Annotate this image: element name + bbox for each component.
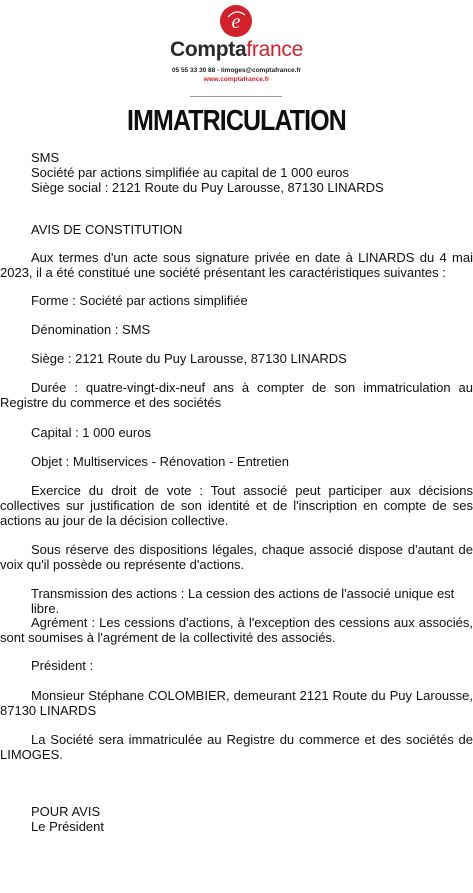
vote-paragraph: Exercice du droit de vote : Tout associé peut participer aux décisions collectives sur justification de son identité et de l'inscription en compte de ses actions au jour de la décision collective. [0,483,473,528]
company-name: SMS [31,150,60,165]
siege-line: Siège : 2121 Route du Puy Larousse, 87130 LINARDS [31,351,347,366]
registration-paragraph: La Société sera immatriculée au Registre du commerce et des sociétés de LIMOGES. [0,732,473,762]
transmission-line: Transmission des actions : La cession des actions de l'associé unique est libre. [31,586,455,616]
brand-part-compta: Compta [170,38,247,61]
duree-paragraph: Durée : quatre-vingt-dix-neuf ans à compter de son immatriculation au Registre du commerce et des sociétés [0,380,473,410]
intro-paragraph: Aux termes d'un acte sous signature privée en date à LINARDS du 4 mai 2023, il a été constitué une société présentant les caractéristiques suivantes : [0,250,473,280]
president-label: Président : [31,658,94,673]
agrement-paragraph: Agrément : Les cessions d'actions, à l'exception des cessions aux associés, sont soumises à l'agrément de la collectivité des associés. [0,615,473,645]
company-form-capital: Société par actions simplifiée au capital de 1 000 euros [31,165,349,180]
closing-pour-avis: POUR AVIS [31,804,101,819]
president-paragraph: Monsieur Stéphane COLOMBIER, demeurant 2121 Route du Puy Larousse, 87130 LINARDS [0,688,473,718]
comptafrance-logo-icon [219,4,253,38]
contact-line: 05 55 33 30 88 - limoges@comptafrance.fr [171,67,302,74]
closing-signatory: Le Président [31,819,104,834]
brand-part-france: france [246,38,303,61]
company-seat: Siège social : 2121 Route du Puy Larousse, 87130 LINARDS [31,180,384,195]
brand-name [0,38,473,62]
denomination-line: Dénomination : SMS [31,322,151,337]
objet-line: Objet : Multiservices - Rénovation - Entretien [31,454,289,469]
header-divider [190,96,282,97]
voix-paragraph: Sous réserve des dispositions légales, chaque associé dispose d'autant de voix qu'il possède ou représente d'actions. [0,542,473,572]
capital-line: Capital : 1 000 euros [31,425,151,440]
svg-text:e: e [231,11,241,33]
letterhead [0,0,473,100]
forme-line: Forme : Société par actions simplifiée [31,293,248,308]
page-title: IMMATRICULATION [127,105,346,137]
notice-heading: AVIS DE CONSTITUTION [31,222,183,237]
website-link[interactable]: www.comptafrance.fr [203,76,270,83]
